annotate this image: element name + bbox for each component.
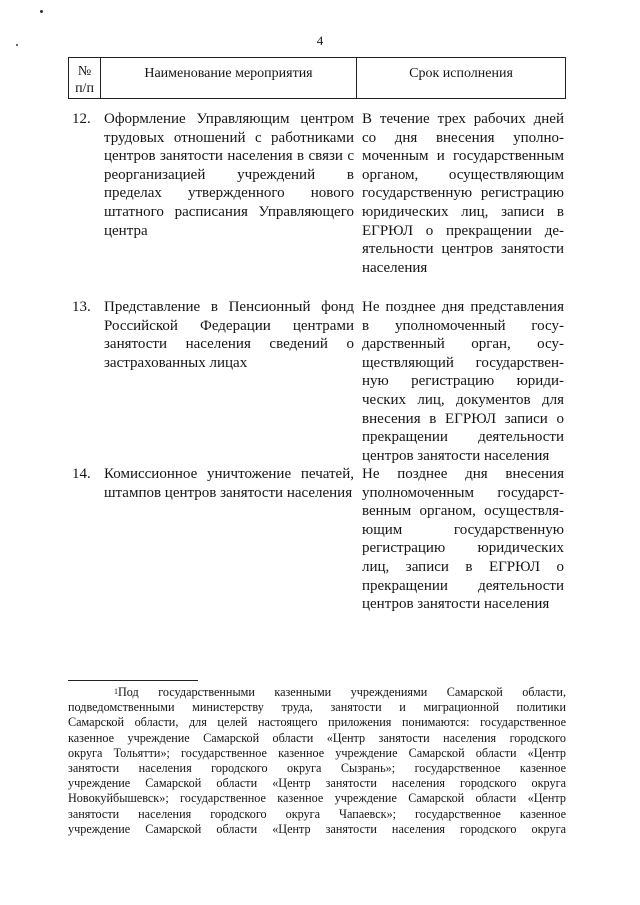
- deadline-line: центров занятости населения: [362, 447, 550, 464]
- footnote-line: [68, 685, 566, 700]
- scan-speck: [16, 44, 18, 46]
- deadline-line: государственную регистрацию: [362, 185, 564, 202]
- footnote-line: округа Тольятти»; государственное казенное учреждение Самарской области «Центр: [68, 745, 566, 760]
- footnote-line-text: Под государственными казенными учреждениями Самарской области,: [118, 685, 566, 699]
- footnote-marker: 1: [114, 687, 118, 696]
- event-name-line: трудовых отношений с работниками: [104, 129, 354, 146]
- footnote-line: учреждение Самарской области «Центр занятости населения городского округа: [68, 776, 566, 791]
- row-number: 13.: [72, 299, 91, 315]
- footnote-line: занятости населения городского округа Чапаевск»; государственное казенное: [68, 806, 566, 821]
- event-name-line: центров занятости населения в связи с: [104, 148, 354, 165]
- deadline-line: ществляющий государствен-: [362, 354, 564, 371]
- deadline-line: уполномоченным государст-: [362, 484, 564, 501]
- deadline-line: ную регистрацию юриди-: [362, 373, 564, 390]
- row-number: 14.: [72, 466, 91, 482]
- event-name-line: Российской Федерации центрами: [104, 317, 354, 334]
- deadline-line: центров занятости населения: [362, 596, 550, 613]
- event-name-line: штатного расписания Управляющего: [104, 203, 354, 220]
- deadline-line: ятельности центров занятости: [362, 241, 564, 258]
- row-number: 12.: [72, 111, 91, 127]
- header-name-cell: Наименование мероприятия: [101, 58, 357, 98]
- deadline-line: ЕГРЮЛ о прекращении де-: [362, 222, 564, 239]
- footnote-line: казенное учреждение Самарской области «Центр занятости населения городского: [68, 730, 566, 745]
- deadline-line: юридических лиц, записи в: [362, 203, 564, 220]
- deadline-line: В течение трех рабочих дней: [362, 111, 564, 127]
- deadline-line: со дня внесения уполно-: [362, 129, 564, 146]
- event-name-line: застрахованных лицах: [104, 354, 248, 371]
- event-name-line: реорганизацией учреждений в: [104, 166, 354, 183]
- page-number: 4: [316, 33, 324, 48]
- event-name-line: штампов центров занятости населения: [104, 484, 353, 501]
- event-name-line: Оформление Управляющим центром: [104, 111, 354, 127]
- header-number-symbol: №: [77, 64, 92, 79]
- event-name-cell: [104, 298, 354, 372]
- deadline-cell: [362, 298, 564, 465]
- deadline-line: Не позднее дня представления: [362, 299, 564, 315]
- deadline-line: прекращении деятельности: [362, 429, 564, 446]
- header-number-abbrev: п/п: [75, 81, 94, 96]
- deadline-line: дарственный орган, осу-: [362, 336, 564, 353]
- scan-speck: [40, 10, 43, 13]
- deadline-line: населения: [362, 259, 428, 276]
- deadline-line: органом, осуществляющим: [362, 166, 564, 183]
- deadline-line: лиц, записи в ЕГРЮЛ о: [362, 558, 564, 575]
- deadline-line: Не позднее дня внесения: [362, 466, 564, 482]
- deadline-line: прекращении деятельности: [362, 577, 564, 594]
- deadline-line: регистрацию юридических: [362, 540, 564, 557]
- deadline-line: венным органом, осуществля-: [362, 503, 564, 520]
- footnote-separator: [68, 680, 198, 681]
- event-name-line: занятости населения сведений о: [104, 336, 354, 353]
- event-name-line: Комиссионное уничтожение печатей,: [104, 466, 354, 482]
- event-name-line: центра: [104, 222, 148, 239]
- event-name-line: Представление в Пенсионный фонд: [104, 299, 354, 315]
- deadline-line: моченным и государственным: [362, 148, 564, 165]
- footnote-line: учреждение Самарской области «Центр занятости населения городского округа: [68, 821, 566, 836]
- header-number-cell: [69, 58, 101, 98]
- deadline-line: ческих лиц, документов для: [362, 391, 564, 408]
- deadline-cell: [362, 465, 564, 614]
- event-name-cell: [104, 110, 354, 240]
- table-header: [68, 57, 566, 99]
- event-name-line: пределах утвержденного нового: [104, 185, 354, 202]
- footnote: [68, 685, 566, 837]
- footnote-line: Новокуйбышевск»; государственное казенное учреждение Самарской области «Центр: [68, 791, 566, 806]
- deadline-line: внесения в ЕГРЮЛ записи о: [362, 410, 564, 427]
- footnote-line: Самарской области, для целей настоящего приложения понимаются: государственное: [68, 715, 566, 730]
- deadline-line: в уполномоченный госу-: [362, 317, 564, 334]
- footnote-line: занятости населения городского округа Сызрань»; государственное казенное: [68, 761, 566, 776]
- deadline-line: ющим государственную: [362, 521, 564, 538]
- footnote-line: подведомственными министерству труда, занятости и миграционной политики: [68, 700, 566, 715]
- event-name-cell: [104, 465, 354, 502]
- deadline-cell: [362, 110, 564, 277]
- header-deadline-cell: Срок исполнения: [409, 66, 513, 81]
